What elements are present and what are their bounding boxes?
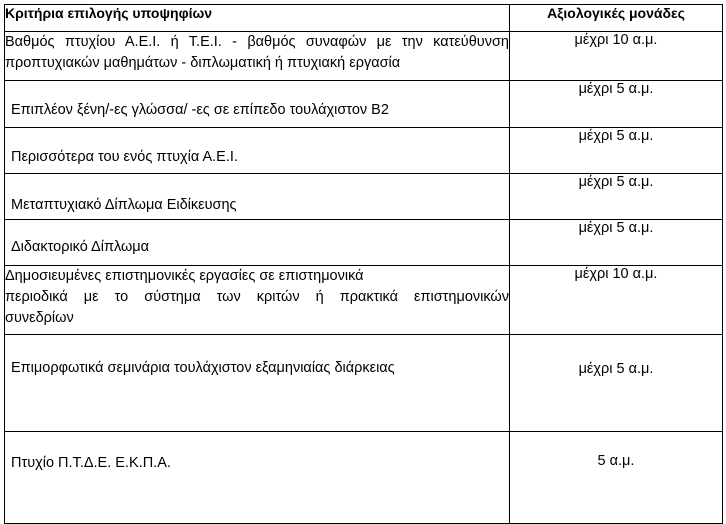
table-row (5, 32, 723, 81)
points-cell: μέχρι 10 α.μ. (510, 266, 723, 335)
criterion-text: Επιπλέον ξένη/-ες γλώσσα/ -ες σε επίπεδο τουλάχιστον Β2 (11, 102, 389, 118)
points-cell: μέχρι 5 α.μ. (510, 128, 723, 174)
criterion-cell (5, 266, 510, 335)
table-row (5, 220, 723, 266)
criterion-text: Επιμορφωτικά σεμινάρια τουλάχιστον εξαμηνιαίας διάρκειας (11, 360, 395, 376)
criteria-column-header: Κριτήρια επιλογής υποψηφίων (5, 5, 510, 32)
criterion-text-line: προπτυχιακών μαθημάτων - διπλωματική ή πτυχιακή εργασία (5, 55, 401, 71)
criterion-cell (5, 32, 510, 81)
table-row (5, 128, 723, 174)
criterion-text: Μεταπτυχιακό Δίπλωμα Ειδίκευσης (11, 197, 237, 213)
criterion-text-line: συνεδρίων (5, 310, 74, 326)
criterion-cell (5, 335, 510, 432)
criterion-cell (5, 174, 510, 220)
points-cell: μέχρι 5 α.μ. (510, 81, 723, 128)
criterion-cell (5, 81, 510, 128)
points-cell: μέχρι 5 α.μ. (510, 174, 723, 220)
criterion-text-line: Βαθμός πτυχίου Α.Ε.Ι. ή Τ.Ε.Ι. - βαθμός συναφών με την κατεύθυνση (5, 34, 509, 50)
table-row (5, 335, 723, 432)
criterion-cell (5, 432, 510, 524)
criterion-text-line: Δημοσιευμένες επιστημονικές εργασίες σε επιστημονικά (5, 268, 364, 284)
table-header-row (5, 5, 723, 32)
criterion-cell (5, 220, 510, 266)
points-cell: μέχρι 5 α.μ. (510, 335, 723, 432)
points-cell: μέχρι 5 α.μ. (510, 220, 723, 266)
points-cell: μέχρι 10 α.μ. (510, 32, 723, 81)
criteria-table (4, 4, 723, 524)
criterion-text: Περισσότερα του ενός πτυχία Α.Ε.Ι. (11, 149, 238, 165)
criterion-cell (5, 128, 510, 174)
points-cell: 5 α.μ. (510, 432, 723, 524)
table-row (5, 266, 723, 335)
points-column-header: Αξιολογικές μονάδες (510, 5, 723, 32)
table-row (5, 174, 723, 220)
criterion-text: Διδακτορικό Δίπλωμα (11, 239, 150, 255)
criterion-text-line: περιοδικά με το σύστημα των κριτών ή πρακτικά επιστημονικών (5, 289, 509, 305)
table-row (5, 432, 723, 524)
criterion-text: Πτυχίο Π.Τ.Δ.Ε. Ε.Κ.Π.Α. (11, 455, 171, 471)
table-row (5, 81, 723, 128)
